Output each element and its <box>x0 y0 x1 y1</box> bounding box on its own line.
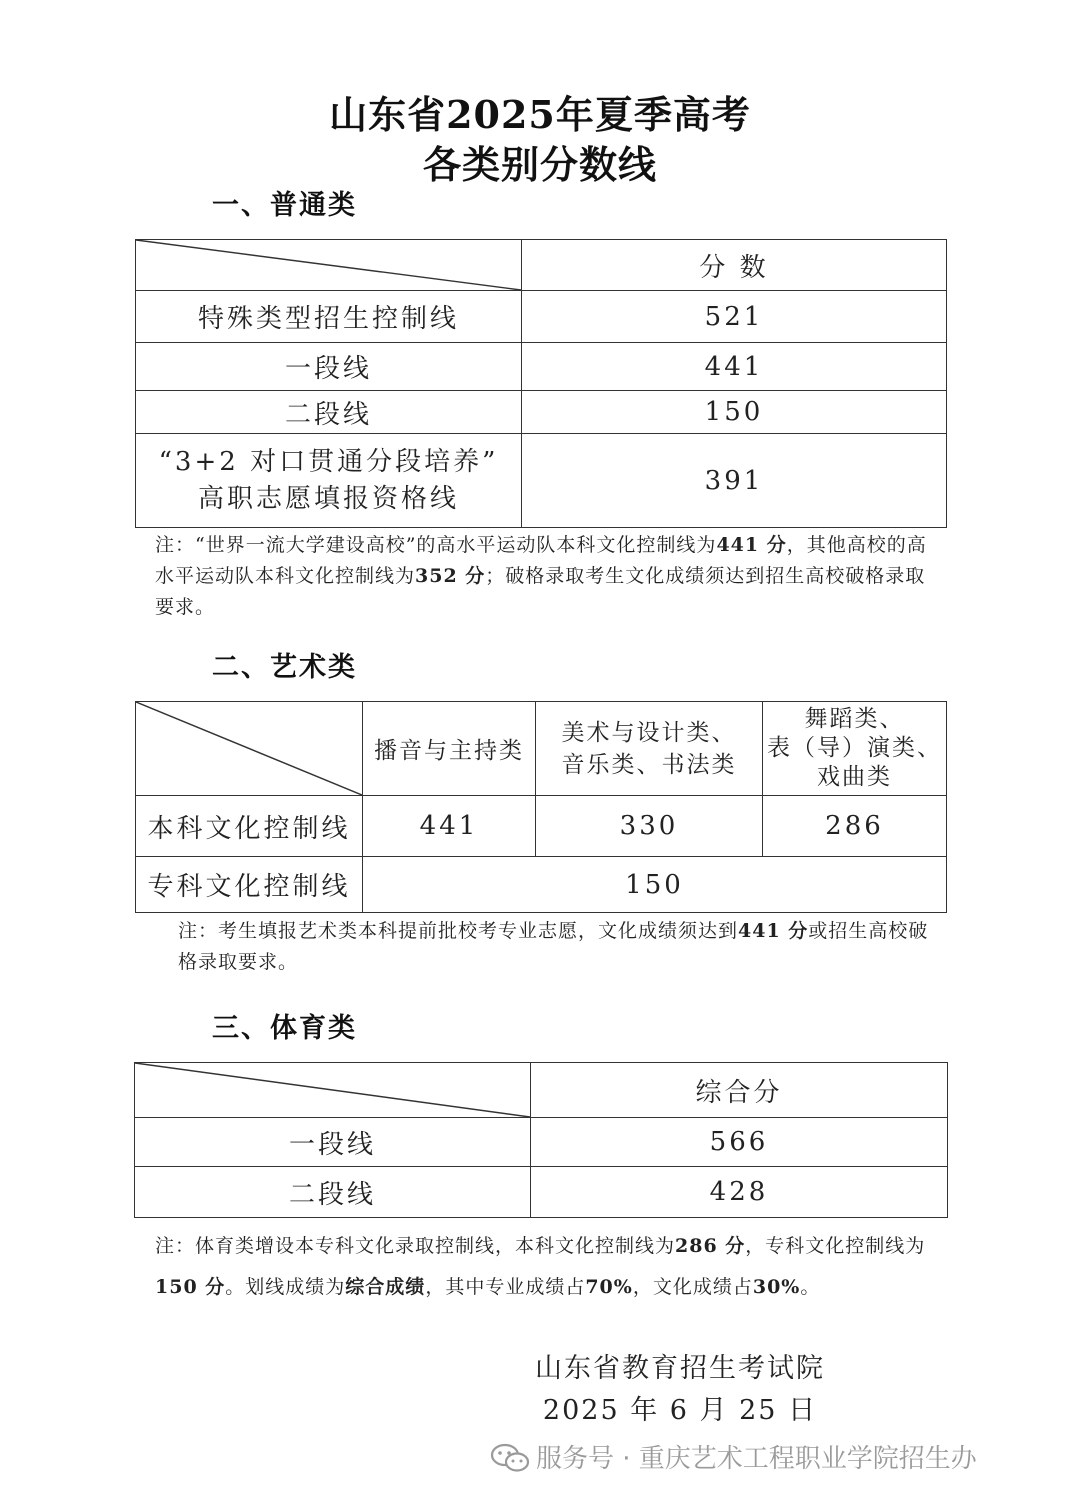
note-text: ；破格录取考生文化成绩须达到招生高校破格录取要求。 <box>155 565 926 618</box>
page-title: 山东省2025年夏季高考 <box>329 92 751 137</box>
table-row <box>136 343 947 391</box>
note-emphasis: 150 分 <box>155 1276 226 1298</box>
table-row <box>136 291 947 343</box>
header-line: 音乐类、书法类 <box>561 751 737 778</box>
table-row <box>136 434 947 528</box>
row-value: 330 <box>536 796 763 857</box>
header-line: 美术与设计类、 <box>561 719 737 746</box>
table-row <box>136 796 947 857</box>
sports-score-table <box>134 1062 948 1218</box>
note-emphasis: 30% <box>752 1276 801 1298</box>
row-label: 特殊类型招生控制线 <box>136 291 522 343</box>
table-row <box>136 857 947 913</box>
row-label: 专科文化控制线 <box>136 857 363 913</box>
row-label-line2: 高职志愿填报资格线 <box>197 483 459 514</box>
issuer-org: 山东省教育招生考试院 <box>535 1353 825 1384</box>
note-text: 注：考生填报艺术类本科提前批校考专业志愿，文化成绩须达到 <box>178 920 739 942</box>
row-label-line1: “3+2 对口贯通分段培养” <box>158 446 499 477</box>
watermark <box>490 1438 977 1475</box>
note-text: 注：体育类增设本专科文化录取控制线，本科文化控制线为 <box>155 1235 676 1257</box>
row-label: 一段线 <box>136 343 522 391</box>
diagonal-header-cell <box>136 240 522 291</box>
section-heading-general: 一、普通类 <box>212 190 357 221</box>
note-text: ，专科文化控制线为 <box>745 1235 926 1257</box>
row-value: 150 <box>363 857 947 913</box>
general-note <box>155 530 930 623</box>
note-text: 或招生高校破格录取要求。 <box>178 920 929 973</box>
table-row <box>136 391 947 434</box>
row-value: 428 <box>531 1167 948 1218</box>
note-text: 。 <box>800 1276 821 1298</box>
general-score-table <box>135 239 947 528</box>
diagonal-header-cell <box>136 702 363 796</box>
column-header-fine-arts <box>536 702 763 796</box>
note-emphasis: 441 分 <box>738 920 809 942</box>
row-label: 一段线 <box>135 1118 531 1167</box>
note-text: ，其中专业成绩占 <box>425 1276 586 1298</box>
note-emphasis: 综合成绩 <box>345 1276 426 1298</box>
note-emphasis: 286 分 <box>675 1235 746 1257</box>
note-emphasis: 70% <box>585 1276 633 1298</box>
row-value: 150 <box>522 391 947 434</box>
row-value: 441 <box>522 343 947 391</box>
column-header-dance <box>763 702 947 796</box>
sports-note <box>155 1226 930 1308</box>
row-value: 441 <box>363 796 536 857</box>
note-emphasis: 352 分 <box>415 565 486 587</box>
watermark-text: 服务号 · 重庆艺术工程职业学院招生办 <box>536 1444 977 1474</box>
art-score-table <box>135 701 947 913</box>
row-value: 391 <box>522 434 947 528</box>
row-label <box>136 434 522 528</box>
diagonal-header-cell <box>135 1063 531 1118</box>
row-value: 286 <box>763 796 947 857</box>
art-note <box>178 916 930 978</box>
note-text: ，其他高校的高水平运动队本科文化控制线为 <box>155 534 927 587</box>
column-header-composite: 综合分 <box>531 1063 948 1118</box>
row-label: 本科文化控制线 <box>136 796 363 857</box>
header-line: 戏曲类 <box>817 764 892 790</box>
row-value: 521 <box>522 291 947 343</box>
note-text: ，文化成绩占 <box>632 1276 753 1298</box>
page-subtitle: 各类别分数线 <box>422 142 657 187</box>
wechat-icon <box>490 1443 530 1473</box>
row-value: 566 <box>531 1118 948 1167</box>
note-text: 注：“世界一流大学建设高校”的高水平运动队本科文化控制线为 <box>155 534 717 556</box>
column-header-score: 分 数 <box>522 240 947 291</box>
note-emphasis: 441 分 <box>716 534 787 556</box>
table-row <box>135 1118 948 1167</box>
row-label: 二段线 <box>136 391 522 434</box>
column-header-broadcasting: 播音与主持类 <box>363 702 536 796</box>
table-row <box>135 1167 948 1218</box>
section-heading-art: 二、艺术类 <box>212 652 357 683</box>
issue-date: 2025 年 6 月 25 日 <box>542 1395 818 1426</box>
header-line: 舞蹈类、 <box>804 706 905 732</box>
section-heading-sports: 三、体育类 <box>212 1013 357 1044</box>
row-label: 二段线 <box>135 1167 531 1218</box>
note-text: 。划线成绩为 <box>225 1276 346 1298</box>
header-line: 表（导）演类、 <box>767 735 942 761</box>
